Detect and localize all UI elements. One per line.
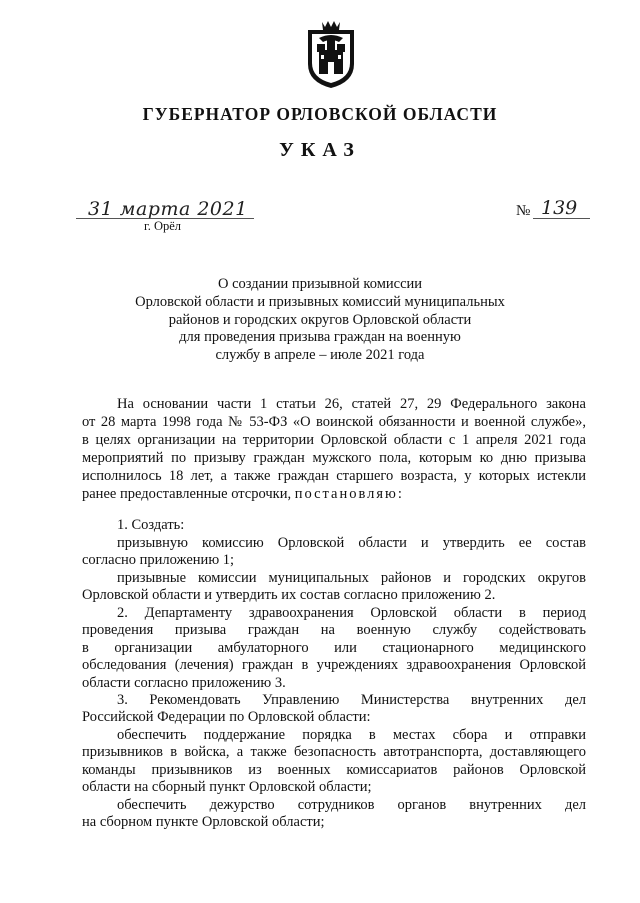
handwritten-date: 31 марта 2021 xyxy=(88,198,248,220)
item-line: обследования (лечения) граждан в учреждениях здравоохранения Орловской xyxy=(82,657,586,673)
number-label: № xyxy=(516,203,531,219)
item-line: обеспечить поддержание порядка в местах сбора и отправки xyxy=(117,727,586,743)
item-line: призывную комиссию Орловской области и утвердить ее состав xyxy=(117,535,586,551)
number-underline xyxy=(533,218,590,219)
item-line: Орловской области и утвердить их состав согласно приложению 2. xyxy=(82,587,496,603)
document-type: УКАЗ xyxy=(279,139,361,161)
item-line: призывные комиссии муниципальных районов и городских округов xyxy=(117,570,586,586)
item-line: обеспечить дежурство сотрудников органов внутренних дел xyxy=(117,797,586,813)
item-line: области согласно приложению 3. xyxy=(82,675,286,691)
authority-title: ГУБЕРНАТОР ОРЛОВСКОЙ ОБЛАСТИ xyxy=(142,104,498,124)
title-line: районов и городских округов Орловской области xyxy=(168,311,472,328)
item-line: согласно приложению 1; xyxy=(82,552,235,568)
item-line: проведения призыва граждан на военную службу содействовать xyxy=(82,622,586,638)
body-line: мероприятий по призыву граждан мужского пола, которым ко дню призыва xyxy=(82,450,586,466)
item-line: Российской Федерации по Орловской области: xyxy=(82,709,371,725)
item-line: на сборном пункте Орловской области; xyxy=(82,814,325,830)
item-line: 1. Создать: xyxy=(117,517,185,533)
body-line: На основании части 1 статьи 26, статей 27, 29 Федерального закона xyxy=(117,396,586,412)
title-line: для проведения призыва граждан на военную xyxy=(179,329,461,346)
handwritten-number: 139 xyxy=(541,197,578,219)
item-line: в организации амбулаторного или стационарного медицинского xyxy=(82,640,586,656)
item-line: области на сборный пункт Орловской области; xyxy=(82,779,372,795)
decree-word: постановляю: xyxy=(294,486,404,502)
body-line: исполнилось 18 лет, а также граждан старшего возраста, у которых истекли xyxy=(82,468,586,484)
body-line: от 28 марта 1998 года № 53-ФЗ «О воинской обязанности и военной службе», xyxy=(82,414,586,430)
item-line: призывников в войска, а также безопасность автотранспорта, доставляющего xyxy=(82,744,586,760)
title-line: Орловской области и призывных комиссий муниципальных xyxy=(135,293,505,310)
title-line: службу в апреле – июле 2021 года xyxy=(215,347,425,364)
preamble-end: ранее предоставленные отсрочки, xyxy=(82,486,292,502)
item-line: 3. Рекомендовать Управлению Министерства внутренних дел xyxy=(117,692,586,708)
city-label: г. Орёл xyxy=(144,219,182,233)
item-line: 2. Департаменту здравоохранения Орловской области в период xyxy=(117,605,586,621)
title-line: О создании призывной комиссии xyxy=(217,276,423,292)
body-line: в целях организации на территории Орловской области с 1 апреля 2021 года xyxy=(82,432,586,448)
item-line: команды призывников из военных комиссариатов районов Орловской xyxy=(82,762,586,778)
coat-of-arms-icon xyxy=(305,20,357,90)
document-title xyxy=(0,276,640,365)
body-line-last xyxy=(82,486,586,504)
